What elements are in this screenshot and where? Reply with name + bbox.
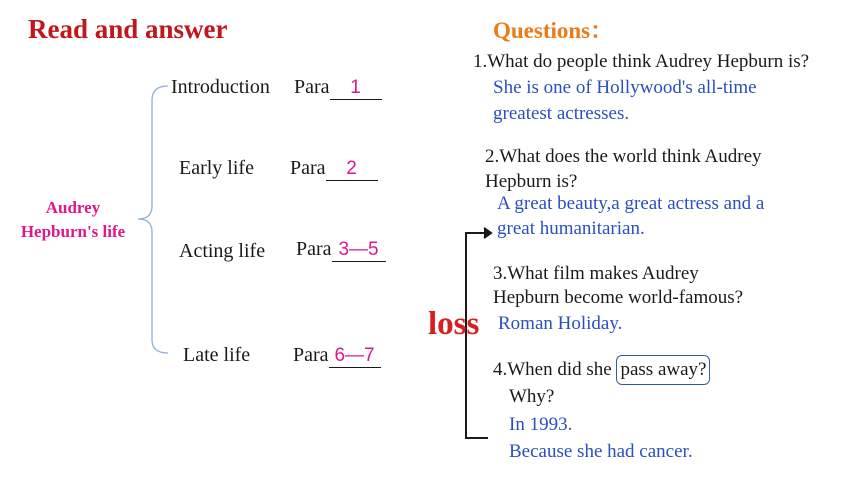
center-label-line2: Hepburn's life bbox=[20, 222, 126, 241]
question-4-prefix: 4.When did she bbox=[493, 359, 612, 380]
para-label: Para bbox=[294, 76, 330, 98]
answer-4-line1: In 1993. bbox=[509, 414, 573, 435]
question-1: 1.What do people think Audrey Hepburn is? bbox=[473, 51, 810, 72]
answer-3: Roman Holiday. bbox=[498, 313, 623, 334]
pass-away-highlight-box: pass away? bbox=[616, 355, 710, 385]
para-value: 2 bbox=[326, 158, 378, 181]
question-2-line2: Hepburn is? bbox=[485, 171, 578, 192]
answer-4-line2: Because she had cancer. bbox=[509, 441, 693, 462]
answer-1-line2: greatest actresses. bbox=[493, 103, 630, 124]
answer-2-line1: A great beauty,a great actress and a bbox=[497, 193, 765, 214]
section-late-life: Late life bbox=[183, 344, 251, 366]
questions-heading: Questions： bbox=[493, 18, 614, 43]
para-value: 3—5 bbox=[332, 239, 386, 262]
section-early-life: Early life bbox=[179, 157, 254, 179]
para-acting-life bbox=[296, 238, 386, 262]
para-early-life bbox=[290, 157, 378, 181]
mindmap-center-label bbox=[2, 196, 144, 244]
question-4-line1 bbox=[493, 355, 710, 385]
page-title: Read and answer bbox=[28, 14, 228, 44]
para-label: Para bbox=[290, 157, 326, 179]
question-4-line2: Why? bbox=[509, 386, 555, 407]
question-3-line1: 3.What film makes Audrey bbox=[493, 263, 699, 284]
para-label: Para bbox=[296, 238, 332, 260]
answer-2-line2: great humanitarian. bbox=[497, 218, 645, 239]
center-label-line1: Audrey bbox=[45, 198, 101, 217]
question-2-line1: 2.What does the world think Audrey bbox=[485, 146, 762, 167]
para-introduction bbox=[294, 76, 382, 100]
para-late-life bbox=[293, 344, 381, 368]
answer-1-line1: She is one of Hollywood's all-time bbox=[493, 77, 757, 98]
para-value: 6—7 bbox=[329, 345, 381, 368]
loss-annotation: loss bbox=[428, 306, 480, 342]
para-label: Para bbox=[293, 344, 329, 366]
section-introduction: Introduction bbox=[171, 76, 270, 98]
question-3-line2: Hepburn become world-famous? bbox=[493, 287, 744, 308]
para-value: 1 bbox=[330, 77, 382, 100]
section-acting-life: Acting life bbox=[179, 240, 266, 262]
